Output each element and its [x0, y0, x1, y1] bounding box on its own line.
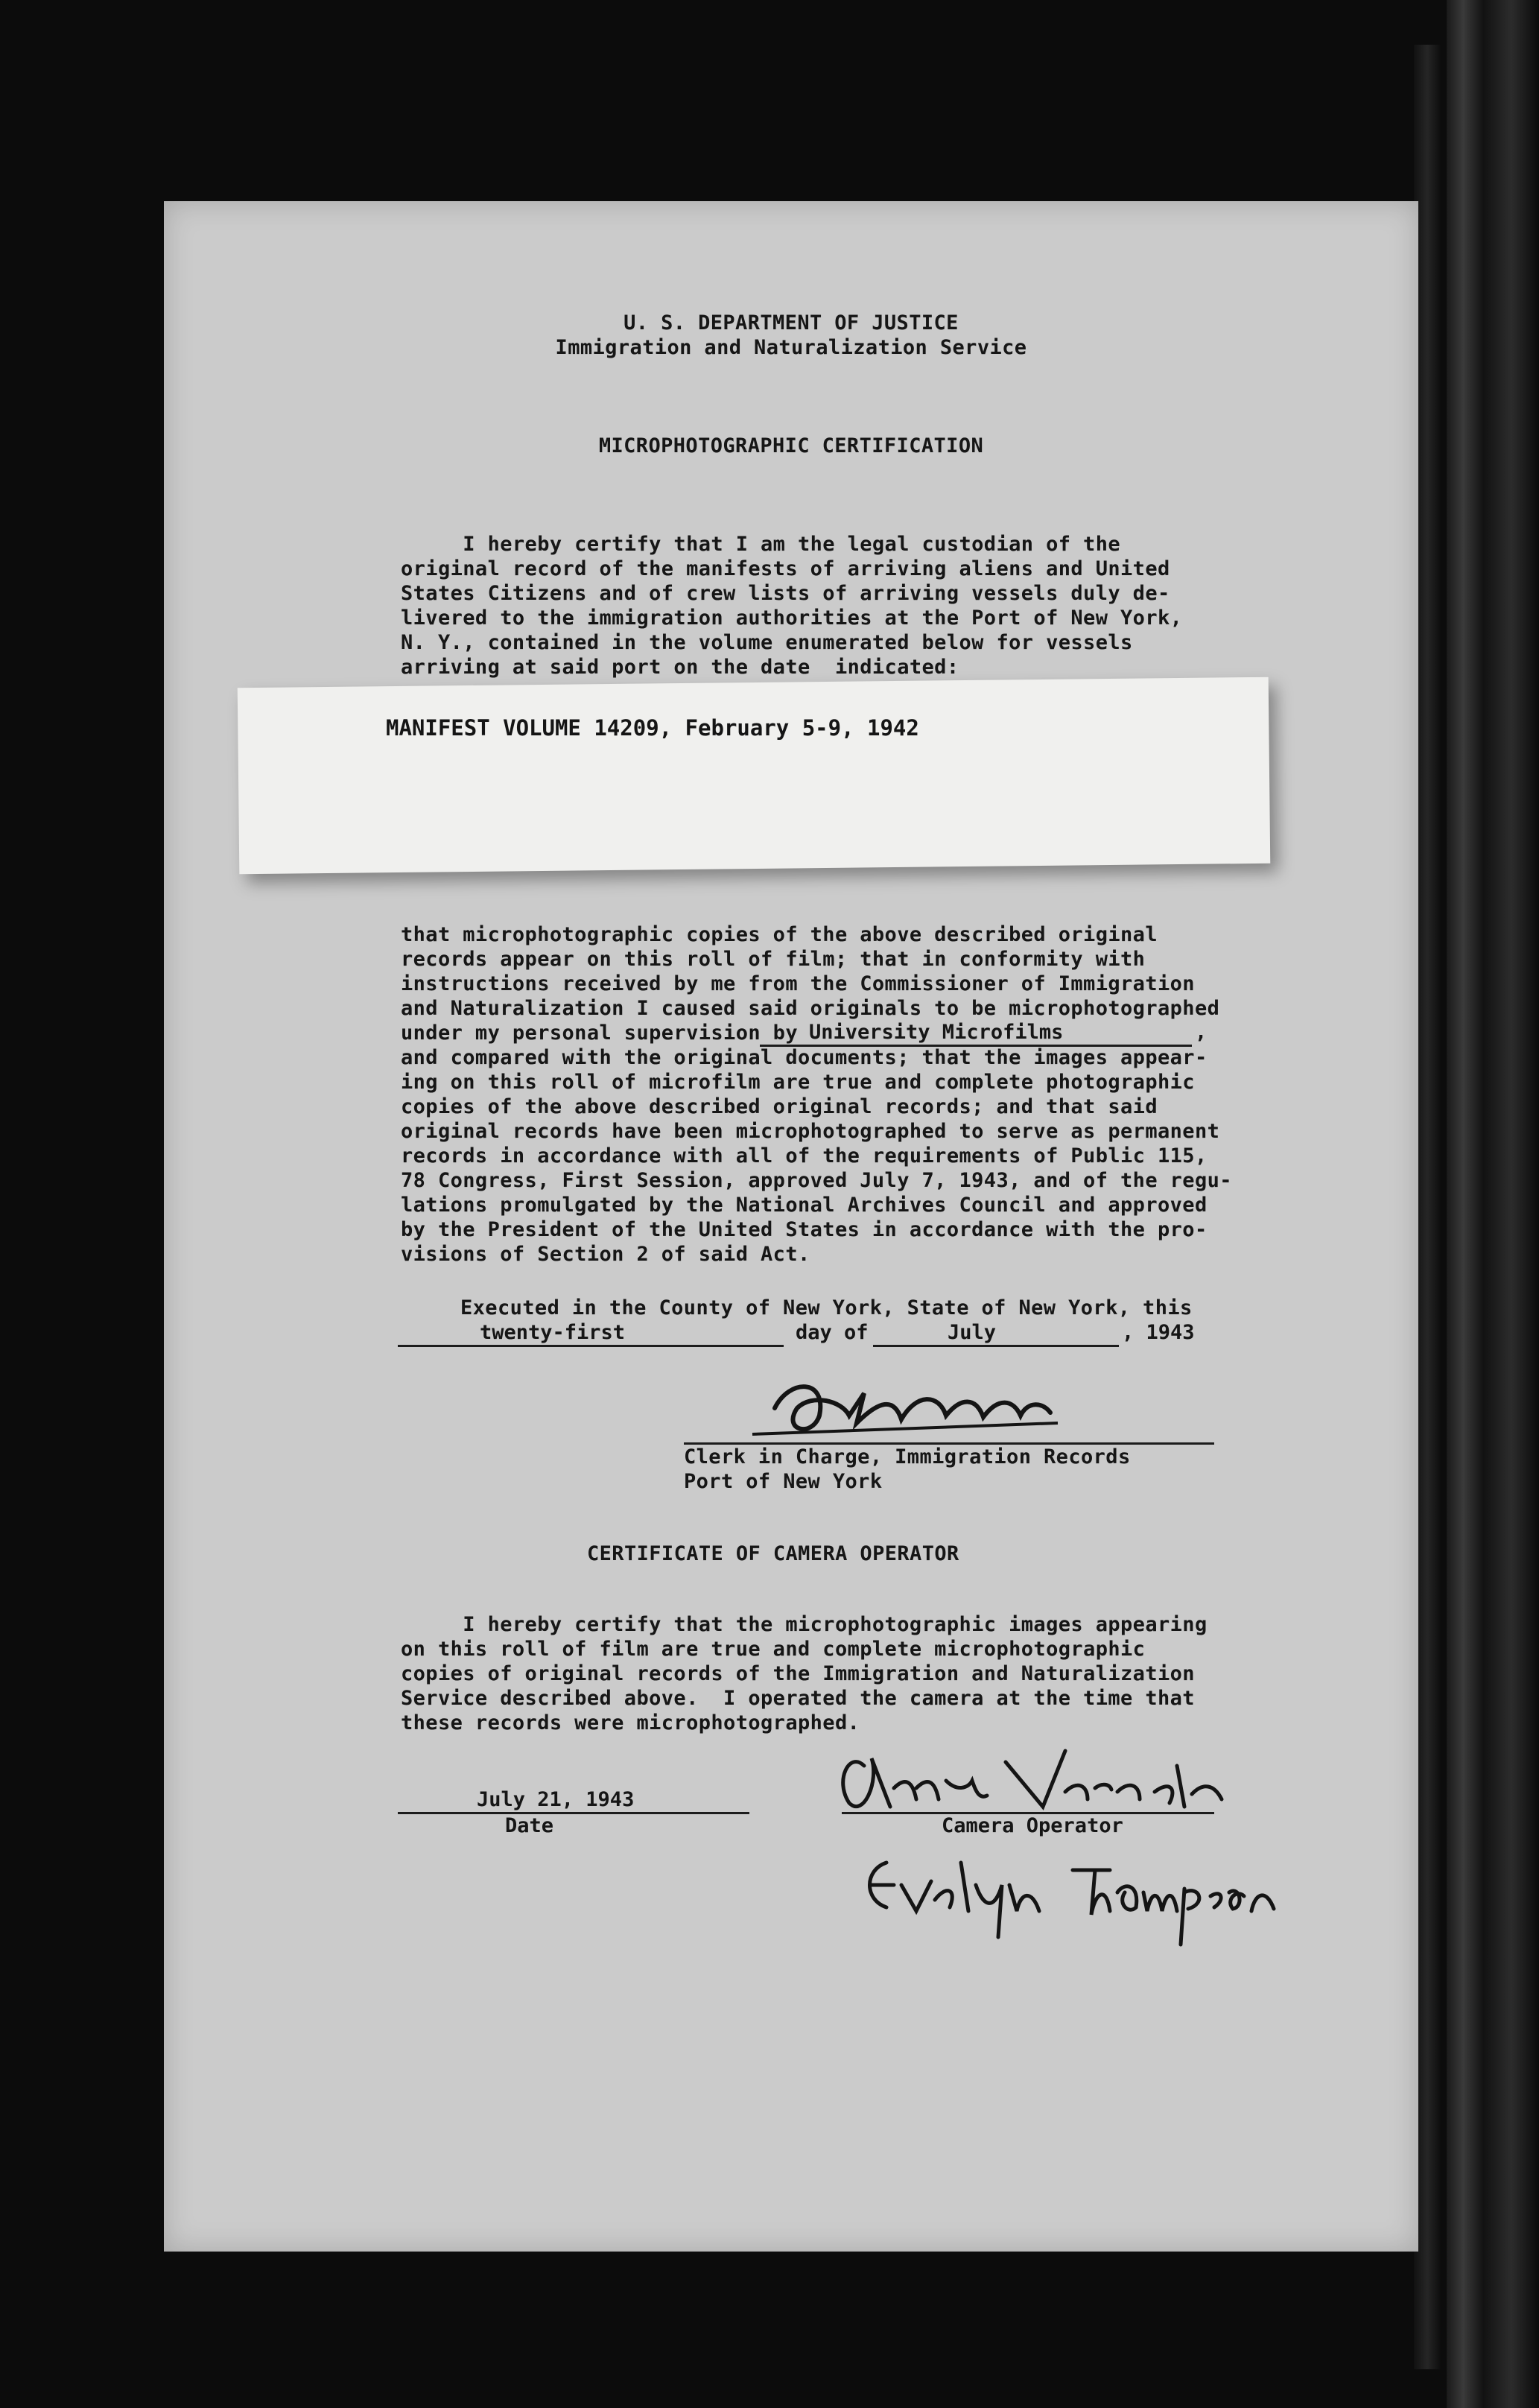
month-underline: [873, 1345, 1119, 1347]
clerk-place: Port of New York: [684, 1470, 883, 1493]
manifest-label-slip: [238, 677, 1271, 874]
date-label: Date: [505, 1814, 554, 1837]
clerk-signature-line: [684, 1442, 1214, 1445]
header-department: U. S. DEPARTMENT OF JUSTICE: [623, 311, 959, 335]
certificate-date: July 21, 1943: [477, 1788, 635, 1811]
date-underline: [398, 1812, 749, 1814]
executed-year: , 1943: [1122, 1321, 1195, 1344]
body-paragraph-part2: and compared with the original documents; that the images appear- ing on this roll of microfilm are true and complete photographic copies of the above described original records; and that said original records have been microphotographed to serve as permanent records in accordance with all of the requirements of Public 115, 78 Congress, First Session, approved July 7, 1943, and of the regu- lations promulgated by the National Archives Council and approved by the President of the United States in accordance with the pro- visions of Section 2 of said Act.: [401, 1046, 1232, 1266]
operator-label: Camera Operator: [942, 1814, 1123, 1837]
header-service: Immigration and Naturalization Service: [555, 336, 1027, 359]
supervisor-comma: ,: [1195, 1021, 1208, 1044]
clerk-title: Clerk in Charge, Immigration Records: [684, 1445, 1131, 1468]
film-edge: [1447, 0, 1539, 2408]
camera-paragraph: I hereby certify that the microphotographic images appearing on this roll of film are true and complete microphotographic copies of original records of the Immigration and Naturalization Service described above. I operated the camera at the time that these records were microphotographed.: [401, 1613, 1208, 1734]
clerk-signature: [745, 1363, 1073, 1453]
executed-day: twenty-first: [480, 1321, 626, 1344]
executed-month: July: [948, 1321, 997, 1344]
supervisor-name: University Microfilms: [809, 1021, 1064, 1044]
executed-line: Executed in the County of New York, State of New York, this: [460, 1296, 1193, 1319]
certificate-page: [164, 201, 1418, 2252]
camera-certificate-title: CERTIFICATE OF CAMERA OPERATOR: [587, 1542, 959, 1565]
day-of-label: day of: [796, 1321, 869, 1344]
body-paragraph-part1: that microphotographic copies of the above described original records appear on this roll of film; that in conformity with instructions received by me from the Commissioner of Immigration and Naturalization I caused said originals to be microphotographed under my personal supervision by: [401, 923, 1220, 1045]
day-underline: [398, 1345, 784, 1347]
second-signature: [849, 1840, 1296, 1952]
intro-paragraph: I hereby certify that I am the legal custodian of the original record of the manifests of arriving aliens and United States Citizens and of crew lists of arriving vessels duly de- livered to the immigration authorities at the Port of New York, N. Y., contained in the volume enumerated below for vessels arriving at said port on the date indicated:: [401, 533, 1183, 679]
document-title: MICROPHOTOGRAPHIC CERTIFICATION: [598, 434, 984, 457]
manifest-volume: MANIFEST VOLUME 14209, February 5-9, 1942: [386, 715, 919, 741]
